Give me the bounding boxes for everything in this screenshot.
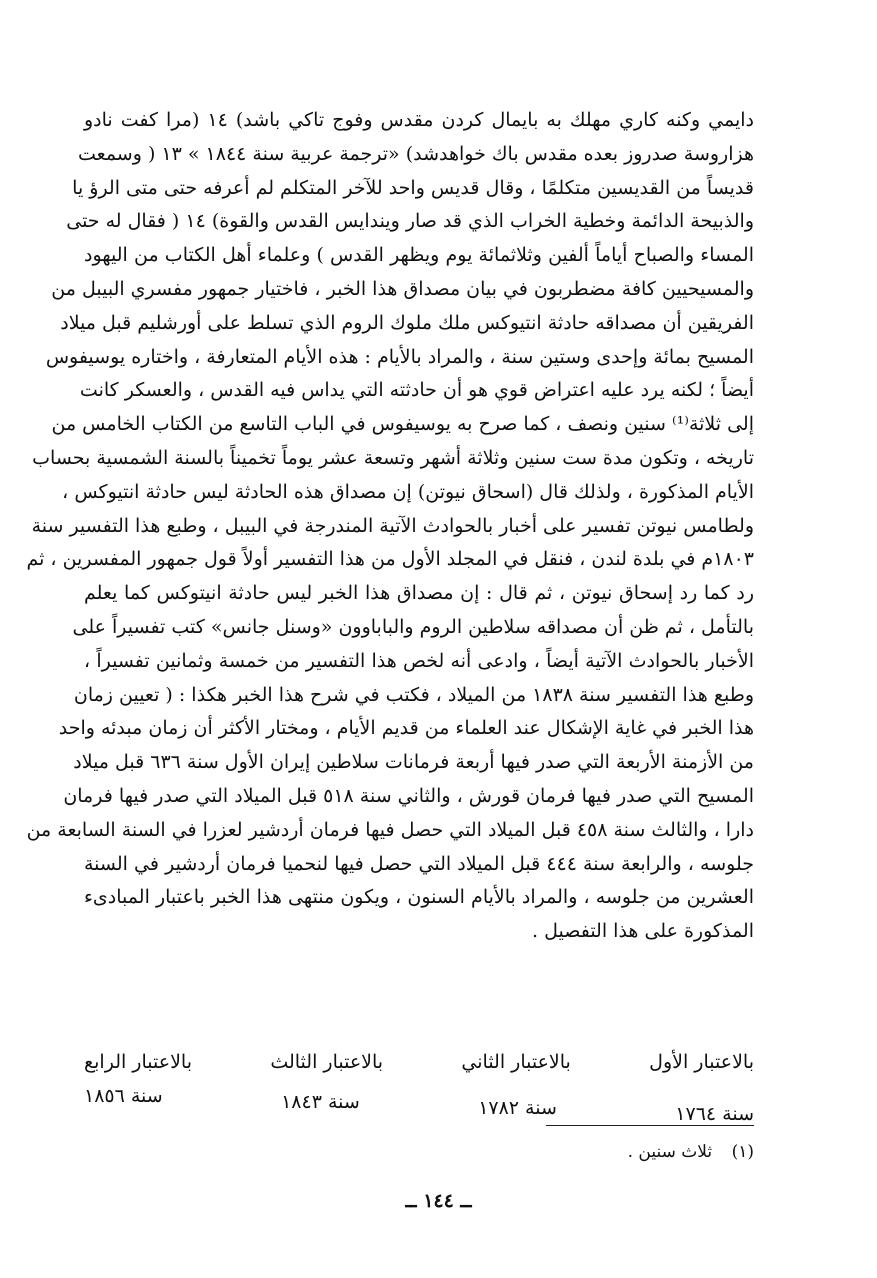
table-header-row <box>84 1046 754 1078</box>
text-line: جلوسه ، والرابعة سنة ٤٤٤ قبل الميلاد التي حصل فيها لنحميا فرمان أردشير في السنة <box>84 852 755 875</box>
main-text-body <box>26 104 755 949</box>
text-line: المسيح التي صدر فيها فرمان قورش ، والثاني سنة ٥١٨ قبل الميلاد التي صدر فيها فرمان <box>63 784 754 807</box>
text-line: دايمي وكنه كاري مهلك به بايمال كردن مقدس وفوج تاكي باشد) ١٤ (مرا كفت نادو <box>84 109 754 131</box>
table-year-third: سنة ١٨٤٣ <box>281 1091 360 1113</box>
text-line: إلى ثلاثة⁽¹⁾ سنين ونصف ، كما صرح به يوسيفوس في الباب التاسع من الكتاب الخامس من <box>51 413 754 436</box>
text-line: الفريقين أن مصداقه حادثة انتيوكس ملك ملوك الروم الذي تسلط على أورشليم قبل ميلاد <box>60 311 754 334</box>
text-line: العشرين من جلوسه ، والمراد بالأيام السنون ، ويكون منتهى هذا الخبر باعتبار المبادىء <box>84 886 754 909</box>
text-line: هزاروسة صدروز بعده مقدس باك خواهدشد) «ترجمة عربية سنة ١٨٤٤ » ١٣ ( وسمعت <box>78 142 754 165</box>
text-line: الأيام المذكورة ، ولذلك قال (اسحاق نيوتن) إن مصداق هذه الحادثة ليس حادثة انتيوكس ، <box>62 480 754 503</box>
text-line: ولطامس نيوتن تفسير على أخبار بالحوادث الآتية المندرجة في البيبل ، وطبع هذا التفسير سنة <box>31 514 754 537</box>
text-line: من الأزمنة الأربعة التي صدر فيها أربعة فرمانات سلاطين إيران الأول سنة ٦٣٦ قبل ميلاد <box>73 751 754 774</box>
table-years-row <box>84 1084 754 1125</box>
text-line: دارا ، والثالث سنة ٤٥٨ قبل الميلاد التي حصل فيها فرمان أردشير لعزرا في السنة السابعة من <box>26 818 754 841</box>
text-line: هذا الخبر في غاية الإشكال عند العلماء من قديم الأيام ، ومختار الأكثر أن زمان مبدئه واحد <box>58 717 754 740</box>
text-line: وطبع هذا التفسير سنة ١٨٣٨ من الميلاد ، فكتب في شرح هذا الخبر هكذا : ( تعيين زمان <box>73 683 754 706</box>
table-year-first: سنة ١٧٦٤ <box>675 1103 754 1125</box>
footnote <box>84 1138 754 1166</box>
text-line: الأخبار بالحوادث الآتية أيضاً ، وادعى أنه لخص هذا التفسير من خمسة وثمانين تفسيراً ، <box>84 649 754 672</box>
table-header-fourth: بالاعتبار الرابع <box>84 1051 192 1073</box>
page-number: ــ ١٤٤ ــ <box>405 1190 472 1212</box>
text-line: قديساً من القديسين متكلمًا ، وقال قديس واحد للآخر المتكلم لم أعرفه حتى متى الرؤ يا <box>72 176 754 199</box>
text-line: أيضاً ؛ لكنه يرد عليه اعتراض قوي هو أن حادثته التي يداس فيه القدس ، والعسكر كانت <box>79 379 754 402</box>
text-line: بالتأمل ، ثم ظن أن مصداقه سلاطين الروم والباباوون «وسنل جانس» كتب تفسيراً على <box>72 615 754 638</box>
table-header-first: بالاعتبار الأول <box>649 1051 754 1073</box>
footnote-separator <box>546 1125 754 1126</box>
text-line: رد كما رد إسحاق نيوتن ، ثم قال : إن مصداق هذا الخبر ليس حادثة انيتوكس كما يعلم <box>84 582 754 605</box>
table-header-third: بالاعتبار الثالث <box>270 1051 384 1073</box>
footnote-number: (١) <box>731 1142 754 1162</box>
text-line: والذبيحة الدائمة وخطية الخراب الذي قد صار ويندايس القدس والقوة) ١٤ ( فقال له حتى <box>66 210 754 233</box>
table-year-fourth: سنة ١٨٥٦ <box>84 1085 163 1107</box>
text-line: المذكورة على هذا التفصيل . <box>532 920 754 943</box>
table-header-second: بالاعتبار الثاني <box>461 1051 571 1073</box>
text-line: تاريخه ، وتكون مدة ست سنين وثلاثة أشهر وتسعة عشر يوماً تخميناً بالسنة الشمسية بحساب <box>32 446 754 469</box>
text-line: المساء والصباح أياماً ألفين وثلاثمائة يوم ويظهر القدس ) وعلماء أهل الكتاب من اليهود <box>84 244 754 267</box>
footnote-text: ثلاث سنين . <box>627 1142 713 1162</box>
table-year-second: سنة ١٧٨٢ <box>478 1097 557 1119</box>
calculation-table <box>84 1046 754 1125</box>
text-line: والمسيحيين كافة مضطربون في بيان مصداق هذا الخبر ، فاختيار جمهور مفسري البيبل من <box>51 277 754 300</box>
text-line: المسيح بمائة وإحدى وستين سنة ، والمراد بالأيام : هذه الأيام المتعارفة ، واختاره يوسيفوس <box>45 345 754 368</box>
text-line: ١٨٠٣م في بلدة لندن ، فنقل في المجلد الأول من هذا التفسير أولاً قول جمهور المفسرين ، ثم <box>26 548 754 571</box>
